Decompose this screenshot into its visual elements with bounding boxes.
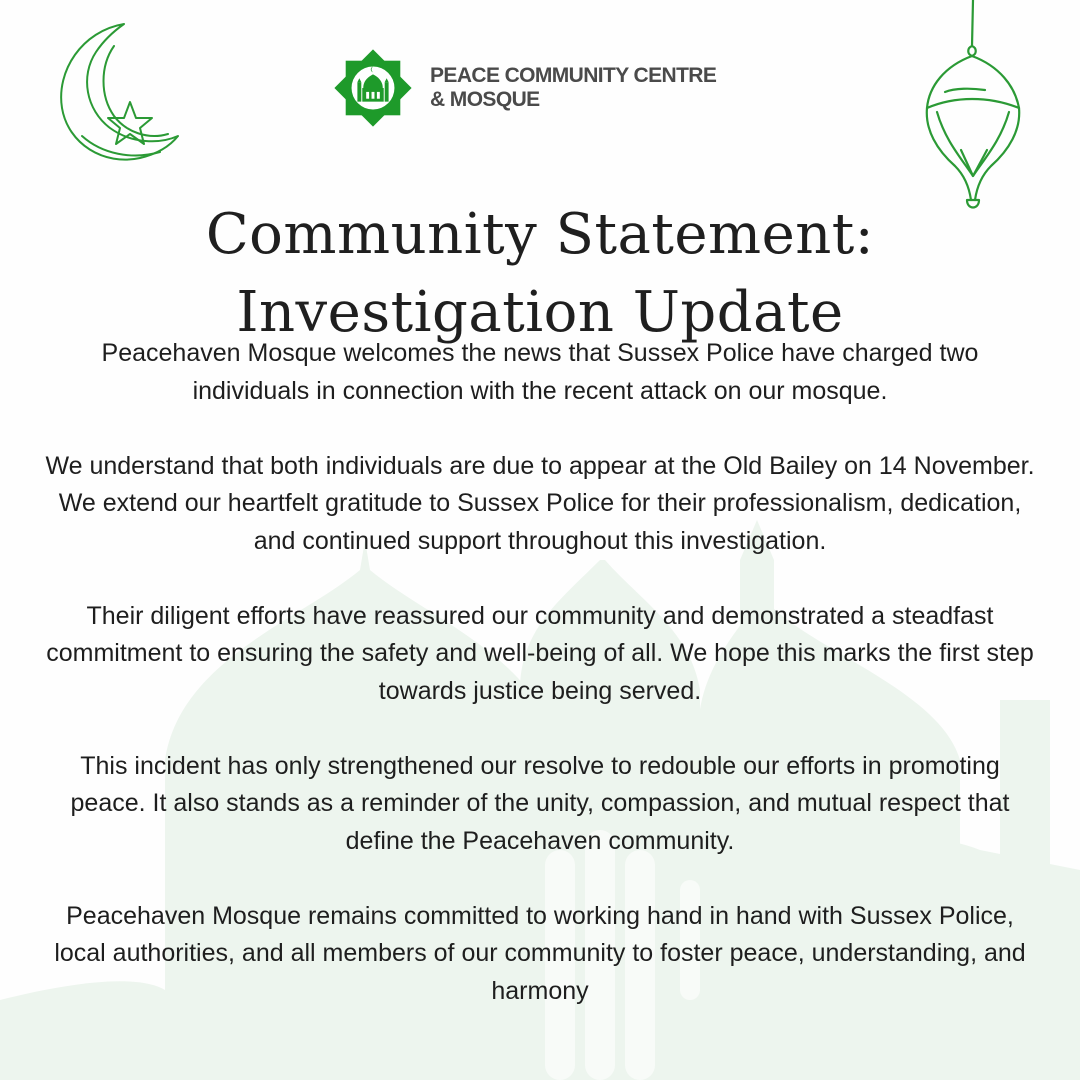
statement-paragraph: Their diligent efforts have reassured our community and demonstrated a steadfast commitment to ensuring the safety and well-being of all. We hope this marks the first step towards justice being served. [46, 601, 1034, 705]
statement-paragraph: We understand that both individuals are due to appear at the Old Bailey on 14 November. We extend our heartfelt gratitude to Sussex Police for their professionalism, dedication, and continued support throughout this investigation. [45, 451, 1035, 555]
mosque-star-logo-icon [334, 49, 412, 127]
crescent-moon-star-icon [52, 16, 187, 166]
org-name [430, 64, 716, 112]
title-line2: Investigation Update [236, 279, 844, 345]
title-line1: Community Statement: [205, 201, 875, 267]
statement-body [40, 335, 1040, 1048]
hanging-lantern-icon [915, 0, 1030, 220]
statement-paragraph: This incident has only strengthened our resolve to redouble our efforts in promoting peace. It also stands as a reminder of the unity, compassion, and mutual respect that define the Peacehaven community. [70, 751, 1010, 855]
statement-paragraph: Peacehaven Mosque welcomes the news that Sussex Police have charged two individuals in connection with the recent attack on our mosque. [101, 339, 979, 405]
org-name-line2: & MOSQUE [430, 88, 540, 111]
org-logo [334, 48, 716, 128]
statement-paragraph: Peacehaven Mosque remains committed to working hand in hand with Sussex Police, local authorities, and all members of our community to foster peace, understanding, and harmony [54, 901, 1026, 1005]
page-title [0, 196, 1080, 352]
org-name-line1: PEACE COMMUNITY CENTRE [430, 64, 717, 87]
